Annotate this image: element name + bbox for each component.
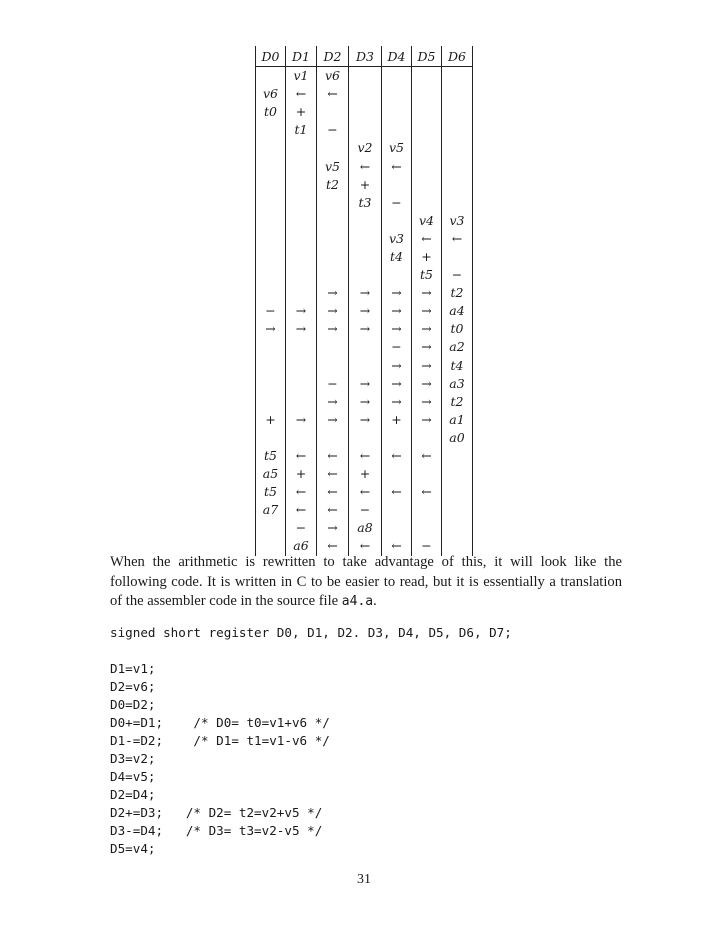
table-cell: + [256,411,286,429]
table-cell: → [382,393,412,411]
table-cell: v6 [317,67,349,86]
table-cell: t2 [442,393,473,411]
table-cell: ← [317,85,349,103]
table-cell [256,393,286,411]
table-row [256,411,473,429]
code-line: D3=v2; [110,751,156,766]
table-cell: a3 [442,375,473,393]
table-row [256,230,473,248]
table-cell: → [317,302,349,320]
table-row [256,176,473,194]
table-cell [256,157,286,175]
table-cell [382,85,412,103]
table-cell: − [256,302,286,320]
table-cell: v6 [256,85,286,103]
table-cell [382,212,412,230]
table-row [256,302,473,320]
table-cell [349,67,382,86]
table-cell: + [382,411,412,429]
table-cell: ← [442,230,473,248]
table-cell [286,338,317,356]
register-allocation-table [255,46,473,556]
table-cell [256,338,286,356]
table-cell: a7 [256,501,286,519]
table-cell: a1 [442,411,473,429]
table-cell [412,67,442,86]
table-row [256,67,473,86]
table-cell [349,212,382,230]
table-cell [349,85,382,103]
table-cell: v1 [286,67,317,86]
table-cell [382,266,412,284]
table-cell [442,501,473,519]
table-cell [317,266,349,284]
table-cell: → [286,411,317,429]
table-cell: + [412,248,442,266]
table-cell: ← [317,537,349,555]
table-cell [382,121,412,139]
table-cell [382,429,412,447]
table-cell: t0 [256,103,286,121]
table-cell [256,139,286,157]
table-cell [382,103,412,121]
table-cell: − [382,194,412,212]
table-cell [286,248,317,266]
table-cell [382,519,412,537]
table-cell [256,248,286,266]
table-cell: ← [317,465,349,483]
table-cell: ← [349,447,382,465]
table-cell [286,429,317,447]
column-header: D0 [256,46,286,67]
table-row [256,212,473,230]
code-line [110,642,512,660]
table-cell [412,103,442,121]
table-cell [442,483,473,501]
column-header: D5 [412,46,442,67]
table-cell [286,230,317,248]
table-cell: → [412,375,442,393]
table-cell: v2 [349,139,382,157]
table-cell [412,139,442,157]
table-cell: + [286,103,317,121]
table-cell: + [286,465,317,483]
table-cell [412,121,442,139]
table-cell [349,121,382,139]
table-row [256,483,473,501]
table-cell [256,212,286,230]
table-cell: → [317,519,349,537]
table-cell [349,230,382,248]
table-cell [286,194,317,212]
table-cell [442,157,473,175]
table-cell [382,176,412,194]
table-cell [442,176,473,194]
table-cell: a4 [442,302,473,320]
table-cell: − [317,121,349,139]
table-cell: ← [412,447,442,465]
table-cell: − [349,501,382,519]
table-cell: → [349,320,382,338]
table-cell: → [256,320,286,338]
table-row [256,121,473,139]
table-cell [412,429,442,447]
table-cell: ← [317,483,349,501]
code-line: D4=v5; [110,769,156,784]
table-cell: → [317,411,349,429]
table-header-row [256,46,473,67]
code-line: D0+=D1; /* D0= t0=v1+v6 */ [110,715,330,730]
table-cell: t5 [256,483,286,501]
table-cell: t5 [412,266,442,284]
table-cell: → [382,357,412,375]
table-cell: ← [412,230,442,248]
table-cell: → [412,320,442,338]
column-header: D2 [317,46,349,67]
table-cell: ← [382,447,412,465]
table-cell [412,85,442,103]
table-cell: + [349,465,382,483]
table-row [256,103,473,121]
table-cell: → [317,393,349,411]
table-row [256,393,473,411]
table-cell [286,357,317,375]
table-cell [349,103,382,121]
table-cell [442,519,473,537]
column-header: D6 [442,46,473,67]
code-line: D3-=D4; /* D3= t3=v2-v5 */ [110,823,323,838]
table-cell: a6 [286,537,317,555]
table-cell: ← [382,483,412,501]
table-cell [256,121,286,139]
body-paragraph [110,553,622,612]
table-row [256,320,473,338]
table-cell: ← [317,501,349,519]
table-cell: − [412,537,442,555]
table-body [256,67,473,556]
table-cell: → [382,284,412,302]
table-row [256,157,473,175]
table-cell [286,375,317,393]
table-row [256,357,473,375]
paragraph-text: When the arithmetic is rewritten to take advantage of this, it will look like the following code. It is written in C to be easier to read, but it is essentially a translation of the assembler code in the source file [110,554,622,610]
table-cell: → [382,375,412,393]
table-cell [317,248,349,266]
table-cell [256,194,286,212]
table-cell [412,519,442,537]
table-cell [286,393,317,411]
table-cell: t1 [286,121,317,139]
table-row [256,139,473,157]
table-cell [256,284,286,302]
table-cell: t3 [349,194,382,212]
table-cell [317,230,349,248]
table-cell: − [317,375,349,393]
table-cell [382,501,412,519]
code-line: D5=v4; [110,841,156,856]
page-number: 31 [357,872,371,887]
table-cell: → [349,393,382,411]
table-cell [412,157,442,175]
table-cell [412,465,442,483]
table-cell [317,338,349,356]
table-cell: − [382,338,412,356]
table-cell [412,176,442,194]
table-cell [286,284,317,302]
table-cell [317,357,349,375]
table-row [256,338,473,356]
table-cell: t4 [382,248,412,266]
table-cell: t4 [442,357,473,375]
table-cell [349,429,382,447]
table-cell [256,357,286,375]
table-row [256,519,473,537]
table-cell: v3 [382,230,412,248]
table-cell: a2 [442,338,473,356]
table-cell [382,67,412,86]
column-header: D1 [286,46,317,67]
table-row [256,375,473,393]
table-cell [256,429,286,447]
table-row [256,85,473,103]
table-cell: ← [317,447,349,465]
table-row [256,284,473,302]
column-header: D3 [349,46,382,67]
table-cell: → [349,375,382,393]
table-cell: t2 [442,284,473,302]
table-cell [286,212,317,230]
code-line: D0=D2; [110,697,156,712]
table-cell [317,429,349,447]
table-cell [256,519,286,537]
table-cell [317,194,349,212]
table-cell [442,121,473,139]
table-cell: ← [412,483,442,501]
table-cell: → [412,302,442,320]
table-row [256,447,473,465]
table-cell [382,465,412,483]
table-cell: ← [349,157,382,175]
table-row [256,248,473,266]
code-line: signed short register D0, D1, D2. D3, D4, D5, D6, D7; [110,625,512,640]
table-cell: ← [286,85,317,103]
table-cell: + [349,176,382,194]
table-cell: ← [382,537,412,555]
column-header: D4 [382,46,412,67]
table-cell: → [349,284,382,302]
table-cell [256,375,286,393]
table-cell: → [349,302,382,320]
table-cell: t0 [442,320,473,338]
table-cell: → [412,411,442,429]
table-cell: − [286,519,317,537]
table-cell [256,266,286,284]
paragraph-end: . [373,593,377,610]
code-line: D2=D4; [110,787,156,802]
table-row [256,266,473,284]
table-cell: → [382,302,412,320]
table-cell: a8 [349,519,382,537]
table-cell [442,103,473,121]
table-row [256,194,473,212]
table-cell [256,67,286,86]
table-cell: → [317,284,349,302]
table-cell [442,85,473,103]
table-cell [349,338,382,356]
table-cell [256,176,286,194]
table-cell [317,139,349,157]
code-line: D1=v1; [110,661,156,676]
table-cell: → [412,357,442,375]
table-cell [286,266,317,284]
table-cell: ← [349,483,382,501]
table-cell [317,212,349,230]
table-row [256,465,473,483]
table-cell [442,67,473,86]
table-cell [349,248,382,266]
table-cell [442,194,473,212]
table-cell: → [317,320,349,338]
table-cell: ← [349,537,382,555]
table-cell [442,139,473,157]
table-cell: t2 [317,176,349,194]
table-cell [442,447,473,465]
table-cell: v4 [412,212,442,230]
table-cell: → [349,411,382,429]
table-cell: → [382,320,412,338]
table-cell [286,139,317,157]
table-cell [349,266,382,284]
code-line: D2+=D3; /* D2= t2=v2+v5 */ [110,805,323,820]
table-cell: v5 [382,139,412,157]
table-cell: → [412,338,442,356]
table-cell: v5 [317,157,349,175]
table-cell [286,157,317,175]
table-cell [317,103,349,121]
table-cell: ← [286,483,317,501]
table-cell: − [442,266,473,284]
source-filename: a4.a [341,594,374,610]
table-cell: v3 [442,212,473,230]
table-cell: t5 [256,447,286,465]
table-cell [286,176,317,194]
table-cell: → [412,284,442,302]
table-cell: ← [286,501,317,519]
table-row [256,429,473,447]
table-cell: ← [382,157,412,175]
table-cell: ← [286,447,317,465]
table-cell [412,194,442,212]
table-row [256,501,473,519]
table-cell: → [286,320,317,338]
table-cell [442,465,473,483]
table-cell [412,501,442,519]
table-cell: a5 [256,465,286,483]
table-cell [256,230,286,248]
table-cell [349,357,382,375]
code-line: D2=v6; [110,679,156,694]
code-listing [110,624,512,858]
table-cell: → [286,302,317,320]
table-cell: → [412,393,442,411]
table-cell: a0 [442,429,473,447]
code-line: D1-=D2; /* D1= t1=v1-v6 */ [110,733,330,748]
table-cell [442,248,473,266]
